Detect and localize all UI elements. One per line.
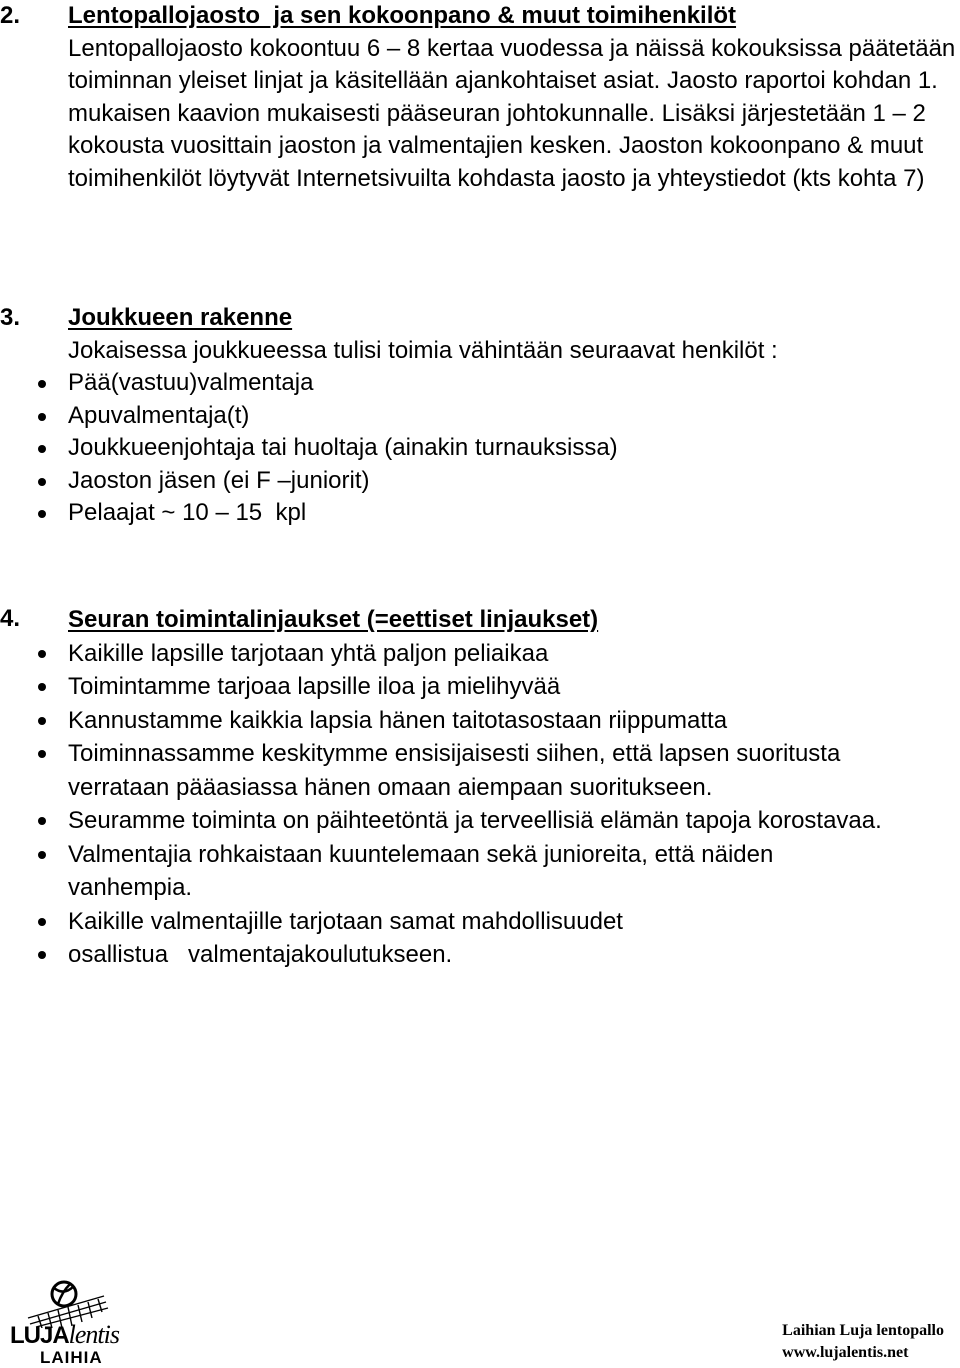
list-item [4,400,960,433]
list-item [4,737,894,804]
bullet-icon [38,445,46,453]
bullet-icon [38,413,46,421]
section-body [68,0,960,195]
bullet-icon [38,510,46,518]
section-body [68,603,960,972]
logo-wordmark [10,1320,119,1350]
section-intro: Jokaisessa joukkueessa tulisi toimia vähintään seuraavat henkilöt : [68,336,778,364]
bullet-icon [38,380,46,388]
list-item-text: Kaikille lapsille tarjotaan yhtä paljon peliaikaa [68,639,549,667]
section-body [68,302,960,530]
section-number: 4. [0,605,21,632]
logo-word-script: lentis [68,1320,120,1349]
bullet-icon [38,750,46,758]
list-item-text: Apuvalmentaja(t) [68,401,250,429]
list-item [4,497,960,530]
footer-website: www.lujalentis.net [782,1344,909,1361]
list-item-text: Joukkueenjohtaja tai huoltaja (ainakin turnauksissa) [68,434,618,461]
list-item [4,465,960,498]
section-number: 3. [0,304,21,331]
bullet-icon [38,650,46,658]
list-item-text: Toiminnassamme keskitymme ensisijaisesti siihen, että lapsen suoritusta verrataan pääasiassa hänen omaan aiempaan suoritukseen. [68,740,841,801]
list-item-text: Jaoston jäsen (ei F –juniorit) [68,466,370,494]
list-item-text: Kaikille valmentajille tarjotaan samat mahdollisuudet [68,907,623,935]
bullet-icon [38,683,46,691]
list-item-text: Pelaajat ~ 10 – 15 kpl [68,499,307,526]
list-item-text: Pää(vastuu)valmentaja [68,369,314,396]
list-item-text: Seuramme toiminta on päihteetöntä ja terveellisiä elämän tapoja korostavaa. [68,807,882,834]
list-item [4,432,960,465]
role-list [68,367,960,530]
list-item [4,938,894,972]
footer-club-name: Laihian Luja lentopallo [782,1322,944,1339]
list-item-text: osallistua valmentajakoulutukseen. [68,941,453,968]
bullet-icon [38,478,46,486]
bullet-icon [38,817,46,825]
section-title: Seuran toimintalinjaukset (=eettiset linjaukset) [68,606,599,633]
list-item [4,670,894,704]
list-item-text: Toimintamme tarjoaa lapsille iloa ja mielihyvää [68,673,561,700]
list-item-text: Kannustamme kaikkia lapsia hänen taitotasostaan riippumatta [68,706,728,734]
section-number: 2. [0,2,21,29]
club-logo [8,1278,158,1367]
list-item [4,804,894,838]
logo-town: LAIHIA [40,1348,103,1367]
list-item [4,838,894,905]
bullet-icon [38,918,46,926]
logo-word-bold: LUJA [10,1322,69,1349]
list-item [4,637,894,671]
bullet-icon [38,717,46,725]
section-paragraph: Lentopallojaosto kokoontuu 6 – 8 kertaa vuodessa ja näissä kokouksissa päätetään toiminnan yleiset linjat ja käsitellään ajankohtaiset asiat. Jaosto raportoi kohdan 1. mukaisen kaavion mukaisesti pääseuran johtokunnalle. Lisäksi järjestetään 1 – 2 kokousta vuosittain jaoston ja valmentajien kesken. Jaoston kokoonpano & muut toimihenkilöt löytyvät Internetsivuilta kohdasta jaosto ja yhteystiedot (kts kohta 7) [68,34,956,192]
bullet-icon [38,951,46,959]
section-title: Lentopallojaosto ja sen kokoonpano & muut toimihenkilöt [68,2,737,29]
list-item [4,704,894,738]
list-item [4,905,894,939]
list-item [4,367,960,400]
section-title: Joukkueen rakenne [68,304,293,331]
bullet-icon [38,851,46,859]
policy-list [68,637,894,972]
footer [782,1320,944,1364]
list-item-text: Valmentajia rohkaistaan kuuntelemaan sekä junioreita, että näiden vanhempia. [68,840,774,901]
